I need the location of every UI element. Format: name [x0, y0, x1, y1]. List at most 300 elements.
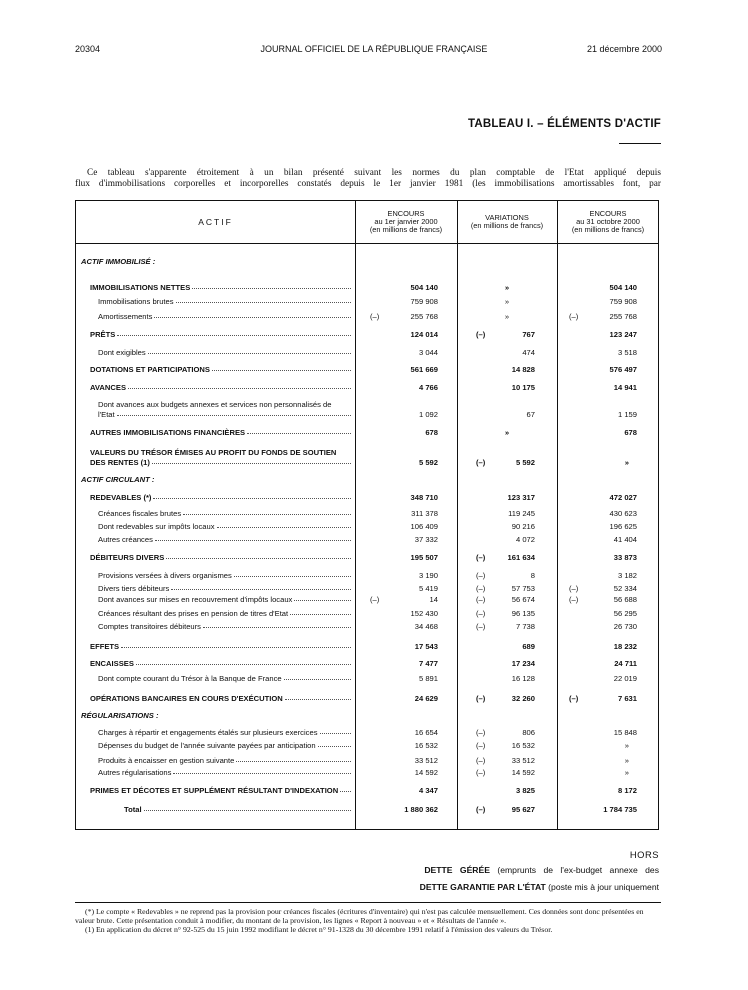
- variation-cell: [457, 621, 557, 631]
- leader-dots: [236, 756, 351, 762]
- variation-value: 56 674: [511, 595, 535, 604]
- encours-start-cell: [355, 570, 457, 580]
- encours-start-value: 16 532: [414, 741, 438, 750]
- leader-dots: [192, 283, 351, 289]
- issue-date: 21 décembre 2000: [586, 44, 662, 54]
- column-header-actif: [76, 201, 355, 243]
- row-label-text: AVANCES: [90, 383, 127, 392]
- table-row: [76, 550, 660, 564]
- leader-dots: [153, 493, 351, 499]
- variation-cell: [457, 570, 557, 580]
- encours-end-cell: [557, 621, 659, 631]
- minus-sign: (–): [476, 595, 486, 604]
- leader-dots: [117, 330, 351, 336]
- variation-value: 767: [522, 330, 535, 339]
- encours-start-cell: [355, 364, 457, 374]
- row-label-text: IMMOBILISATIONS NETTES: [90, 283, 191, 292]
- table-row: [76, 490, 660, 504]
- table-row: [76, 725, 660, 739]
- encours-end-value: 52 334: [613, 584, 637, 593]
- row-label: [76, 694, 351, 703]
- encours-start-cell: [355, 641, 457, 651]
- intro-line-2: flux d'immobilisations corporelles et incorporelles constatés depuis le 1er janvier 1981 (les immobilisations amortissables font, par: [75, 179, 661, 189]
- leader-dots: [166, 553, 351, 559]
- variation-cell: [457, 521, 557, 531]
- variation-cell: [457, 329, 557, 339]
- encours-start-cell: [355, 409, 457, 419]
- variation-cell: [457, 641, 557, 651]
- variation-cell: [457, 608, 557, 618]
- row-label-text: Créances fiscales brutes: [98, 509, 182, 518]
- encours-end-value: 8 172: [617, 786, 637, 795]
- variation-value: 33 512: [511, 756, 535, 765]
- encours-start-value: 14 592: [414, 768, 438, 777]
- row-label: [76, 458, 351, 467]
- encours-start-cell: [355, 552, 457, 562]
- minus-sign: (–): [476, 609, 486, 618]
- row-label: [76, 257, 351, 266]
- encours-start-cell: [355, 755, 457, 765]
- dette-garantie-line: [420, 882, 659, 892]
- encours-start-cell: [355, 804, 457, 814]
- variation-value: 16 128: [511, 674, 535, 683]
- encours-end-cell: [557, 594, 659, 604]
- dette-geree-label: DETTE GÉRÉE: [424, 865, 490, 875]
- variation-value: »: [504, 297, 510, 306]
- variation-cell: [457, 347, 557, 357]
- row-label: [76, 728, 351, 737]
- table-row: [76, 380, 660, 394]
- encours-end-value: 7 631: [617, 694, 637, 703]
- encours-start-cell: [355, 427, 457, 437]
- leader-dots: [154, 312, 351, 318]
- encours-start-value: 14: [429, 595, 438, 604]
- encours-start-value: 5 891: [418, 674, 438, 683]
- leader-dots: [148, 348, 351, 354]
- variation-value: 95 627: [511, 805, 535, 814]
- variation-cell: [457, 492, 557, 502]
- variation-value: 806: [522, 728, 535, 737]
- encours-end-cell: [557, 673, 659, 683]
- encours-end-cell: [557, 727, 659, 737]
- row-label-text: Immobilisations brutes: [98, 297, 174, 306]
- variation-cell: [457, 658, 557, 668]
- encours-end-value: »: [624, 458, 629, 467]
- row-label: [76, 595, 351, 604]
- table-row: [76, 519, 660, 533]
- variation-value: 14 592: [511, 768, 535, 777]
- minus-sign: (–): [476, 571, 486, 580]
- page-title: TABLEAU I. – ÉLÉMENTS D'ACTIF: [468, 118, 661, 130]
- row-label: [76, 365, 351, 374]
- encours-end-value: 3 182: [617, 571, 637, 580]
- encours-end-value: 504 140: [609, 283, 637, 292]
- dette-garantie-text: (poste mis à jour uniquement: [548, 882, 659, 892]
- column-header-encours-start: [355, 201, 457, 243]
- variation-cell: [457, 785, 557, 795]
- variation-cell: [457, 740, 557, 750]
- encours-end-cell: [557, 382, 659, 392]
- row-label: [76, 741, 351, 750]
- column-header-encours-end: [557, 201, 659, 243]
- table-row: [76, 294, 660, 308]
- row-label-text: Amortissements: [98, 312, 153, 321]
- row-label: [76, 383, 351, 392]
- table-row: [76, 765, 660, 779]
- encours-start-cell: [355, 282, 457, 292]
- table-row: [76, 506, 660, 520]
- encours-end-cell: [557, 785, 659, 795]
- encours-end-value: 576 497: [609, 365, 637, 374]
- leader-dots: [340, 786, 351, 792]
- encours-start-cell: [355, 658, 457, 668]
- variation-value: 8: [530, 571, 535, 580]
- row-label-text: Divers tiers débiteurs: [98, 584, 170, 593]
- variation-value: 14 828: [511, 365, 535, 374]
- encours-end-cell: [557, 457, 659, 467]
- encours-end-value: 1 159: [617, 410, 637, 419]
- row-label-text: EFFETS: [90, 642, 120, 651]
- row-label-text: Provisions versées à divers organismes: [98, 571, 232, 580]
- minus-sign: (–): [476, 768, 486, 777]
- encours-end-value: 33 873: [613, 553, 637, 562]
- encours-start-value: 504 140: [410, 283, 438, 292]
- encours-end-value: 255 768: [609, 312, 637, 321]
- column-header-line: au 31 octobre 2000: [576, 216, 640, 226]
- encours-start-value: 124 014: [410, 330, 438, 339]
- encours-end-cell: [557, 521, 659, 531]
- table-row: [76, 783, 660, 797]
- footnote-1: (*) Le compte « Redevables » ne reprend pas la provision pour créances fiscales (écritures d'inventaire) qui n'est pas calculée mensuellement. Ces données sont donc présentées en valeur brute. Cette présentation conduit à modifier, du montant de la provision, les lignes « Report à nouveau » et « Résultats de l'année ».: [75, 907, 644, 925]
- encours-start-cell: [355, 785, 457, 795]
- leader-dots: [136, 659, 351, 665]
- encours-start-value: 24 629: [414, 694, 438, 703]
- variation-value: 10 175: [511, 383, 535, 392]
- leader-dots: [121, 642, 351, 648]
- encours-start-cell: [355, 594, 457, 604]
- variation-cell: [457, 296, 557, 306]
- row-label: [76, 475, 351, 484]
- row-label: [76, 312, 351, 321]
- row-label-text: Dépenses du budget de l'année suivante payées par anticipation: [98, 741, 316, 750]
- journal-title: JOURNAL OFFICIEL DE LA RÉPUBLIQUE FRANÇAISE: [260, 44, 488, 54]
- encours-end-cell: [557, 740, 659, 750]
- variation-cell: [457, 409, 557, 419]
- row-label: [76, 522, 351, 531]
- leader-dots: [128, 383, 351, 389]
- variation-cell: [457, 457, 557, 467]
- row-label: [76, 659, 351, 668]
- row-label: [76, 428, 351, 437]
- leader-dots: [294, 595, 351, 601]
- row-label-text: Dont compte courant du Trésor à la Banque de France: [98, 674, 282, 683]
- row-label: [76, 410, 351, 419]
- minus-sign: (–): [370, 312, 380, 321]
- row-label: [76, 535, 351, 544]
- minus-sign: (–): [476, 694, 486, 703]
- minus-sign: (–): [476, 458, 486, 467]
- variation-cell: [457, 508, 557, 518]
- column-header-line: (en millions de francs): [369, 225, 443, 235]
- minus-sign: (–): [476, 756, 486, 765]
- encours-end-value: »: [624, 741, 629, 750]
- encours-end-cell: [557, 552, 659, 562]
- encours-end-value: 24 711: [614, 659, 637, 668]
- table-row: [76, 691, 660, 705]
- variation-value: »: [504, 312, 510, 321]
- table-row: [76, 362, 660, 376]
- encours-end-cell: [557, 804, 659, 814]
- minus-sign: (–): [476, 584, 486, 593]
- column-header-line: ENCOURS: [387, 208, 425, 218]
- encours-start-value: 678: [425, 428, 438, 437]
- encours-start-cell: [355, 534, 457, 544]
- variation-value: 32 260: [511, 694, 535, 703]
- row-label-text: DES RENTES (1): [90, 458, 150, 467]
- encours-end-cell: [557, 427, 659, 437]
- variation-cell: [457, 727, 557, 737]
- variation-value: 119 245: [508, 509, 535, 518]
- encours-start-cell: [355, 521, 457, 531]
- encours-start-cell: [355, 621, 457, 631]
- encours-start-value: 3 044: [418, 348, 438, 357]
- leader-dots: [234, 571, 351, 577]
- encours-start-value: 5 419: [418, 584, 438, 593]
- minus-sign: (–): [476, 622, 486, 631]
- encours-end-value: 1 784 735: [603, 805, 637, 814]
- leader-dots: [171, 584, 351, 590]
- encours-end-value: 41 404: [613, 535, 637, 544]
- leader-dots: [247, 428, 351, 434]
- encours-end-value: 759 908: [609, 297, 637, 306]
- row-label-text: Dont redevables sur impôts locaux: [98, 522, 215, 531]
- table-row: [76, 656, 660, 670]
- table-row: [76, 708, 660, 722]
- row-label-text: REDEVABLES (*): [90, 493, 152, 502]
- row-label: [76, 553, 351, 562]
- row-label-text: ENCAISSES: [90, 659, 134, 668]
- row-label: [76, 622, 351, 631]
- encours-start-value: 1 092: [418, 410, 438, 419]
- encours-start-value: 561 669: [410, 365, 438, 374]
- row-label-text: Dont exigibles: [98, 348, 146, 357]
- variation-value: »: [504, 283, 510, 292]
- table-row: [76, 309, 660, 323]
- dette-geree-text: (emprunts de l'ex-budget annexe des: [497, 865, 659, 875]
- minus-sign: (–): [476, 741, 486, 750]
- table-row: [76, 671, 660, 685]
- leader-dots: [318, 741, 351, 747]
- minus-sign: (–): [569, 694, 579, 703]
- row-label: [76, 330, 351, 339]
- encours-end-cell: [557, 296, 659, 306]
- table-row: [76, 592, 660, 606]
- row-label: [76, 805, 351, 814]
- variation-cell: [457, 552, 557, 562]
- variation-cell: [457, 693, 557, 703]
- variation-value: 689: [522, 642, 535, 651]
- footnote-divider: [75, 902, 661, 903]
- leader-dots: [183, 509, 351, 515]
- encours-start-cell: [355, 727, 457, 737]
- encours-start-cell: [355, 492, 457, 502]
- leader-dots: [284, 674, 351, 680]
- column-header-line: (en millions de francs): [571, 225, 645, 235]
- row-label: [76, 642, 351, 651]
- encours-start-value: 311 378: [411, 509, 438, 518]
- encours-start-value: 1 880 362: [404, 805, 438, 814]
- encours-start-cell: [355, 508, 457, 518]
- column-header-line: au 1er janvier 2000: [374, 216, 438, 226]
- encours-end-value: 56 688: [613, 595, 637, 604]
- minus-sign: (–): [370, 595, 380, 604]
- encours-start-value: 4 766: [418, 383, 438, 392]
- encours-end-value: 22 019: [613, 674, 637, 683]
- row-label-text: Dont avances aux budgets annexes et services non personnalisés de: [98, 400, 332, 409]
- minus-sign: (–): [569, 584, 579, 593]
- page-number: 20304: [75, 44, 101, 54]
- encours-end-cell: [557, 409, 659, 419]
- leader-dots: [176, 297, 351, 303]
- encours-end-cell: [557, 364, 659, 374]
- leader-dots: [117, 410, 351, 416]
- encours-start-value: 7 477: [418, 659, 438, 668]
- variation-value: 474: [522, 348, 535, 357]
- header-divider: [76, 243, 658, 244]
- table-row: [76, 327, 660, 341]
- encours-start-cell: [355, 382, 457, 392]
- dette-geree-line: [424, 865, 659, 875]
- encours-start-cell: [355, 693, 457, 703]
- title-underline: [619, 143, 661, 144]
- minus-sign: (–): [476, 553, 486, 562]
- encours-end-value: 18 232: [613, 642, 637, 651]
- variation-cell: [457, 282, 557, 292]
- variation-value: 17 234: [511, 659, 535, 668]
- variation-cell: [457, 534, 557, 544]
- variation-value: 161 634: [507, 553, 535, 562]
- encours-end-cell: [557, 658, 659, 668]
- row-label-text: PRÊTS: [90, 330, 116, 339]
- table-row: [76, 455, 660, 469]
- variation-cell: [457, 364, 557, 374]
- minus-sign: (–): [569, 312, 579, 321]
- encours-end-cell: [557, 641, 659, 651]
- row-label-text: Comptes transitoires débiteurs: [98, 622, 201, 631]
- encours-start-value: 3 190: [418, 571, 438, 580]
- encours-start-cell: [355, 347, 457, 357]
- variation-cell: [457, 594, 557, 604]
- variation-value: 90 216: [511, 522, 535, 531]
- row-label-text: Dont avances sur mises en recouvrement d'impôts locaux: [98, 595, 293, 604]
- leader-dots: [290, 609, 351, 615]
- row-label: [76, 674, 351, 683]
- assets-table: [75, 200, 659, 830]
- table-row: [76, 345, 660, 359]
- encours-start-cell: [355, 767, 457, 777]
- encours-start-cell: [355, 740, 457, 750]
- column-header-label: ACTIF: [198, 216, 233, 227]
- variation-cell: [457, 382, 557, 392]
- table-row: [76, 532, 660, 546]
- column-header-variations: [457, 201, 557, 243]
- encours-start-value: 759 908: [410, 297, 438, 306]
- row-label: [76, 609, 351, 618]
- leader-dots: [212, 365, 351, 371]
- row-label-text: PRIMES ET DÉCOTES ET SUPPLÉMENT RÉSULTANT D'INDEXATION: [90, 786, 339, 795]
- variation-value: 96 135: [511, 609, 535, 618]
- encours-end-value: 56 295: [613, 609, 637, 618]
- row-label-text: Total: [124, 805, 142, 814]
- table-row: [76, 639, 660, 653]
- table-row: [76, 425, 660, 439]
- column-header-line: VARIATIONS: [485, 212, 529, 222]
- leader-dots: [152, 458, 351, 464]
- encours-end-value: »: [624, 768, 629, 777]
- variation-value: 7 738: [515, 622, 535, 631]
- encours-start-value: 4 347: [418, 786, 438, 795]
- encours-end-cell: [557, 534, 659, 544]
- variation-value: 3 825: [515, 786, 535, 795]
- row-label: [76, 283, 351, 292]
- variation-cell: [457, 804, 557, 814]
- table-row: [76, 407, 660, 421]
- row-label: [76, 348, 351, 357]
- leader-dots: [173, 768, 351, 774]
- row-label-text: Autres régularisations: [98, 768, 172, 777]
- encours-start-value: 195 507: [410, 553, 438, 562]
- column-header-line: (en millions de francs): [470, 221, 544, 230]
- variation-value: 57 753: [511, 584, 535, 593]
- leader-dots: [144, 805, 351, 811]
- encours-start-value: 17 543: [414, 642, 438, 651]
- encours-end-cell: [557, 492, 659, 502]
- encours-end-value: 678: [624, 428, 637, 437]
- footnote-2: (1) En application du décret n° 92-525 du 15 juin 1992 modifiant le décret n° 91-1328 du 30 décembre 1991 relatif à l'émission des valeurs du Trésor.: [85, 925, 553, 934]
- leader-dots: [155, 535, 351, 541]
- row-label-text: ACTIF CIRCULANT :: [81, 475, 155, 484]
- encours-end-value: 26 730: [613, 622, 637, 631]
- row-label-text: Charges à répartir et engagements étalés sur plusieurs exercices: [98, 728, 318, 737]
- leader-dots: [320, 728, 352, 734]
- row-label: [76, 786, 351, 795]
- variation-cell: [457, 311, 557, 321]
- encours-start-value: 33 512: [414, 756, 438, 765]
- variation-cell: [457, 427, 557, 437]
- encours-end-cell: [557, 508, 659, 518]
- encours-end-cell: [557, 693, 659, 703]
- encours-start-value: 37 332: [414, 535, 438, 544]
- variation-value: 4 072: [515, 535, 535, 544]
- encours-end-value: »: [624, 756, 629, 765]
- table-row: [76, 280, 660, 294]
- encours-start-cell: [355, 329, 457, 339]
- encours-end-value: 472 027: [609, 493, 637, 502]
- encours-end-cell: [557, 282, 659, 292]
- table-row: [76, 738, 660, 752]
- encours-end-cell: [557, 347, 659, 357]
- minus-sign: (–): [476, 805, 486, 814]
- row-label: [76, 571, 351, 580]
- encours-end-value: 430 623: [609, 509, 637, 518]
- encours-start-cell: [355, 457, 457, 467]
- encours-start-cell: [355, 673, 457, 683]
- encours-end-value: 14 941: [613, 383, 637, 392]
- leader-dots: [217, 522, 352, 528]
- row-label: [76, 711, 351, 720]
- minus-sign: (–): [476, 728, 486, 737]
- row-label-text: l'Etat: [98, 410, 115, 419]
